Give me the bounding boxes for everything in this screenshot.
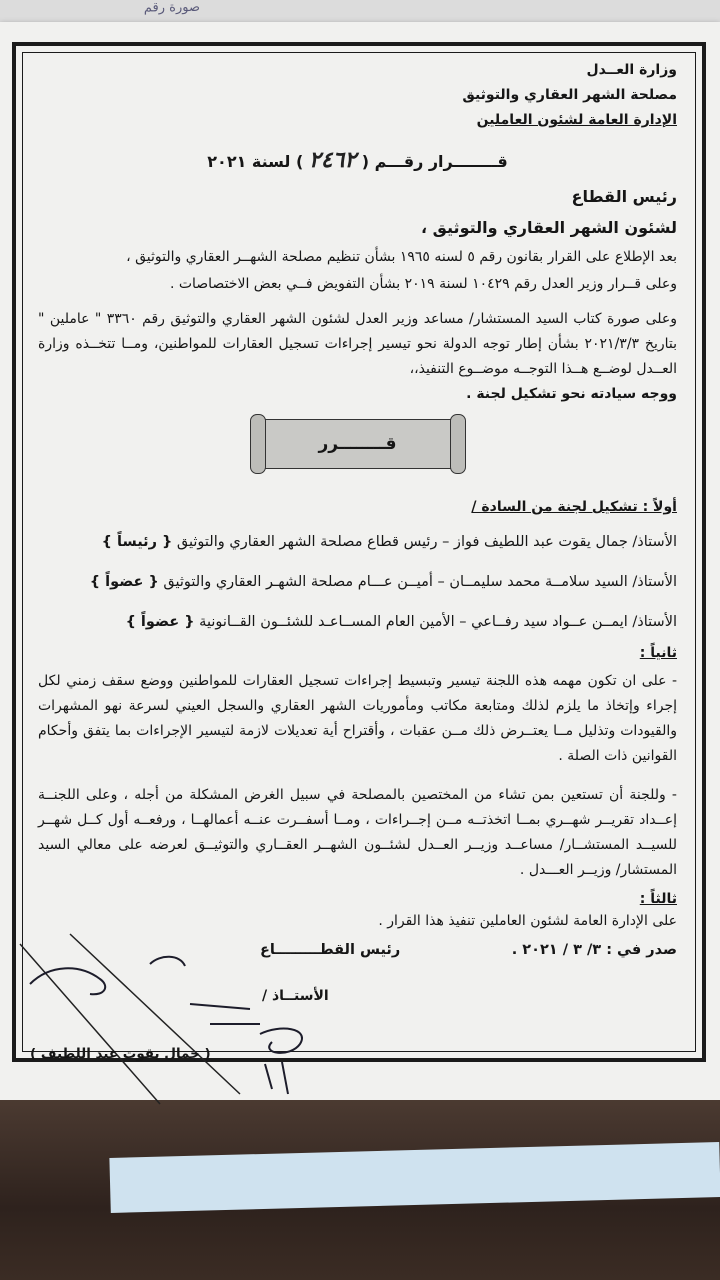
member-role: { عضواً }	[125, 614, 195, 630]
signature-prefix: الأستــاذ /	[262, 988, 329, 1004]
committee-member	[38, 569, 677, 595]
member-text: الأستاذ/ السيد سلامــة محمد سليمــان – أميــن عـــام مصلحة الشهـر العقاري والتوثيق	[163, 574, 677, 590]
member-role: { رئيساً }	[101, 534, 173, 550]
signature-block	[30, 942, 685, 1072]
committee-member	[38, 529, 677, 555]
member-text: الأستاذ/ ايمــن عــواد سيد رفــاعي – الأمين العام المســاعـد للشئــون القــانونية	[199, 614, 677, 630]
third-heading: ثالثاً :	[639, 891, 677, 907]
committee-member	[38, 609, 677, 635]
decision-title-prefix: قــــــــرار رقـــم (	[361, 152, 508, 171]
decision-title-suffix: ) لسنة ٢٠٢١	[207, 152, 304, 171]
decision-title	[30, 147, 685, 173]
signature-title: رئيس القطـــــــــاع	[260, 942, 401, 958]
preamble-3: وعلى صورة كتاب السيد المستشار/ مساعد وزير العدل لشئون الشهر العقاري والتوثيق رقم ٣٣٦٠ " عاملين " بتاريخ ٢٠٢١/٣/٣ بشأن إطار توجه الدولة نحو تيسير إجراءات تسجيل العقارات للمواطنين، ومــا تتخــذه وزارة العــدل لوضــع هــذا التوجــه موضــوع التنفيذ،،	[38, 311, 677, 377]
issue-date	[512, 942, 677, 958]
issue-label: صدر في :	[606, 942, 677, 958]
preamble-end: ووجه سيادته نحو تشكيل لجنة .	[466, 386, 677, 402]
member-role: { عضواً }	[89, 574, 159, 590]
authority-name: مصلحة الشهر العقاري والتوثيق	[462, 87, 677, 103]
first-heading: أولاً : تشكيل لجنة من السادة /	[471, 499, 677, 515]
decree-label: قــــــــرر	[318, 434, 397, 454]
preamble-1: بعد الإطلاع على القرار بقانون رقم ٥ لسنه ١٩٦٥ بشأن تنظيم مصلحة الشهــر العقاري والتوثيق ،	[126, 249, 677, 265]
preamble-2: وعلى قــرار وزير العدل رقم ١٠٤٢٩ لسنة ٢٠١٩ بشأن التفويض فــي بعض الاختصاصات .	[169, 276, 677, 292]
signatory-name: ( جمال يقوت عبد اللطيف )	[30, 1046, 211, 1062]
decree-banner	[257, 419, 459, 469]
department-name: الإدارة العامة لشئون العاملين	[476, 112, 677, 128]
second-heading: ثانياً :	[639, 645, 677, 661]
document-content	[30, 58, 685, 1062]
ministry-name: وزارة العــدل	[586, 62, 677, 78]
third-text: على الإدارة العامة لشئون العاملين تنفيذ هذا القرار .	[378, 913, 677, 929]
second-paragraph-1: - على ان تكون مهمه هذه اللجنة تيسير وتبسيط إجراءات تسجيل العقارات للمواطنين ووضع سقف زمني لكل إجراء وإتخاذ ما يلزم لذلك ومتابعة مكاتب ومأموريات الشهر العقاري والسجل العيني لسرعة نهو المشهرات والقيودات وتذليل مــا يعتــرض ذلك مــن عقبات ، وأقتراح أية تعديلات لازمة لتيسير الإجراءات بما يتفق وأحكام القوانين ذات الصلة .	[38, 673, 677, 764]
issue-date-value: ٣/ ٣ / ٢٠٢١ .	[511, 942, 602, 958]
chief-title: رئيس القطاع	[571, 187, 677, 206]
decision-number: ٢٤٦٢	[308, 147, 357, 173]
top-stamp: صورة رقم	[143, 0, 200, 16]
letterhead	[30, 58, 685, 133]
member-text: الأستاذ/ جمال يقوت عبد اللطيف فواز – رئيس قطاع مصلحة الشهر العقاري والتوثيق	[176, 534, 677, 550]
second-paragraph-2: - وللجنة أن تستعين بمن تشاء من المختصين بالمصلحة في سبيل الغرض المشكلة من أجله ، وعلى اللجنــة إعــداد تقريــر شهــري بمــا اتخذتــه مــن إجــراءات ، ومــا أسفــرت عنــه أعمالهــا ، ورفعــه أول كــل شهــر للسيــد المستشــار/ مساعــد وزيــر العــدل لشئــون الشهــر العقــاري والتوثيــق لعرضه على معالي السيد المستشار/ وزيــر العـــدل .	[38, 787, 677, 878]
chief-sector: لشئون الشهر العقاري والتوثيق ،	[420, 218, 677, 237]
